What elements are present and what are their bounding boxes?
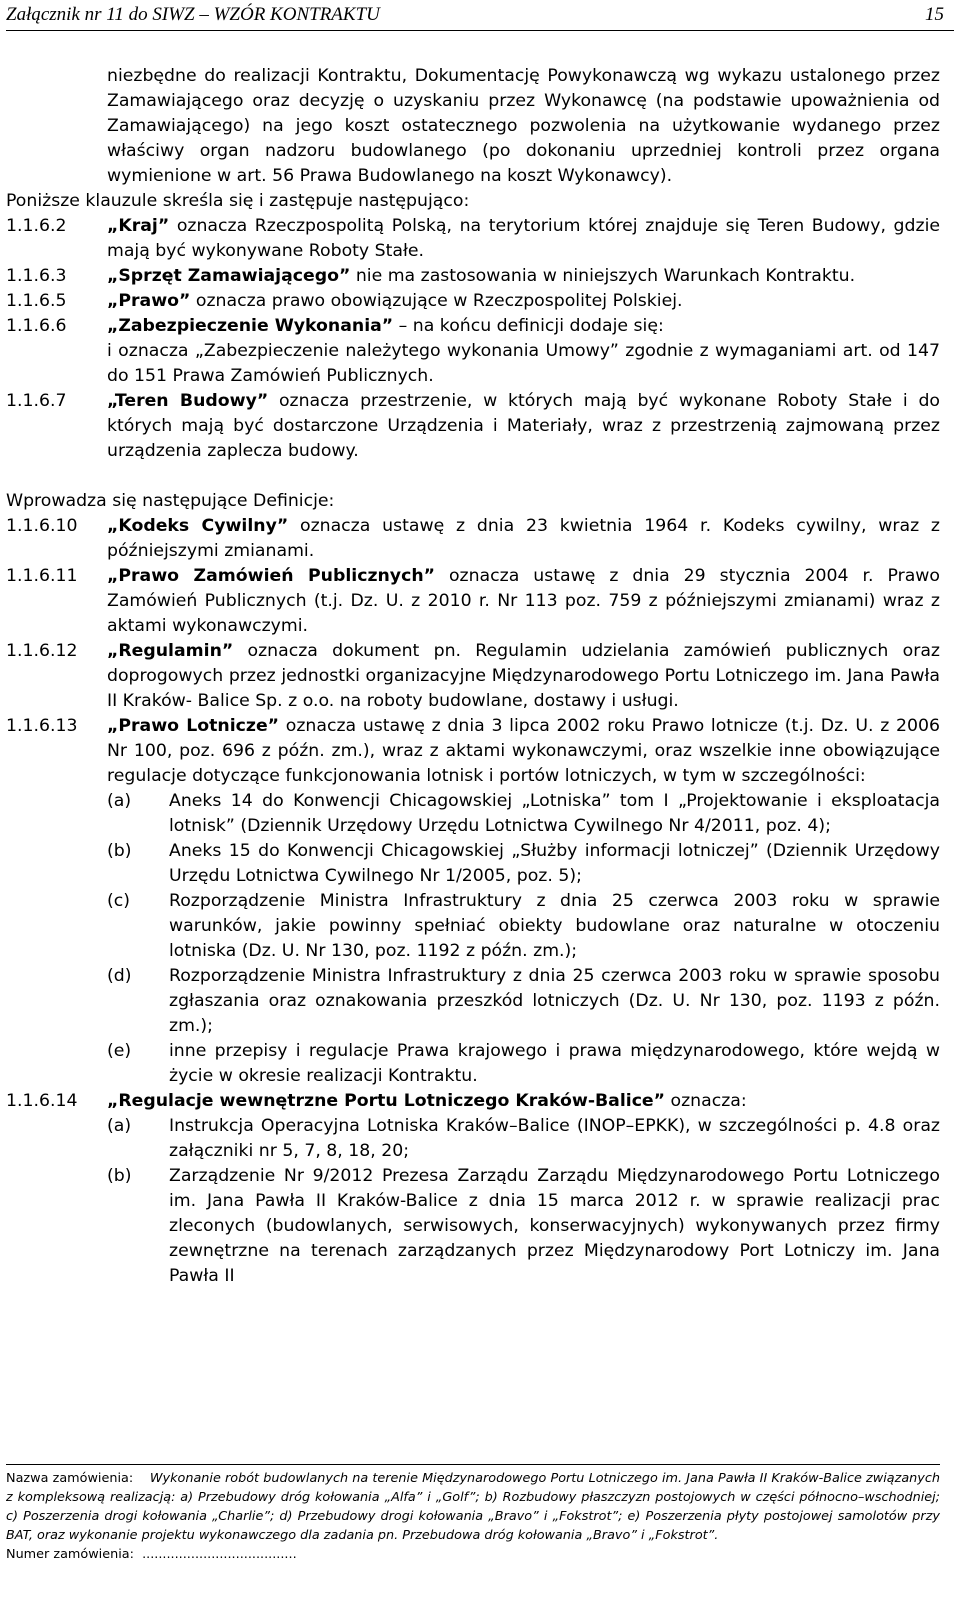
page-header bbox=[6, 0, 954, 31]
list-item-label: (d) bbox=[107, 966, 132, 986]
clause-term: „Prawo Zamówień Publicznych” bbox=[107, 566, 435, 586]
clause-term: „Regulacje wewnętrzne Portu Lotniczego Kraków-Balice” bbox=[107, 1091, 666, 1111]
clause-1-1-6-13 bbox=[6, 714, 940, 1089]
list-item-label: (b) bbox=[107, 1166, 132, 1186]
list-item-label: (a) bbox=[107, 1116, 132, 1136]
clause-text: oznacza ustawę z dnia 3 lipca 2002 roku Prawo lotnicze (t.j. Dz. U. z 2006 Nr 100, poz. 696 z późn. zm.), wraz z aktami wykonawczymi, oraz wszelkie inne obowiązujące regulacje dotyczące funkcjonowania lotnisk i portów lotniczych, w tym w szczególności: bbox=[107, 716, 940, 786]
list-item-text: Aneks 14 do Konwencji Chicagowskiej „Lotniska” tom I „Projektowanie i eksploatacja lotnisk” (Dziennik Urzędowy Urzędu Lotnictwa Cywilnego Nr 4/2011, poz. 4); bbox=[169, 791, 940, 836]
clause-1-1-6-10 bbox=[6, 514, 940, 564]
document-title: Załącznik nr 11 do SIWZ – WZÓR KONTRAKTU bbox=[6, 4, 380, 25]
clause-number: 1.1.6.12 bbox=[6, 641, 78, 661]
replace-heading: Poniższe klauzule skreśla się i zastępuje następująco: bbox=[6, 191, 470, 211]
order-name-label: Nazwa zamówienia: bbox=[6, 1471, 134, 1486]
list-item-label: (b) bbox=[107, 841, 132, 861]
clause-term: „Prawo” bbox=[107, 291, 191, 311]
clause-number: 1.1.6.5 bbox=[6, 291, 67, 311]
list-item bbox=[107, 789, 940, 839]
clause-term: „Prawo Lotnicze” bbox=[107, 716, 280, 736]
clause-number: 1.1.6.2 bbox=[6, 216, 67, 236]
order-number bbox=[6, 1545, 940, 1564]
list-item bbox=[107, 1114, 940, 1164]
page-footer bbox=[6, 1464, 940, 1564]
clause-1-1-6-12 bbox=[6, 639, 940, 714]
clause-extra-text: i oznacza „Zabezpieczenie należytego wykonania Umowy” zgodnie z wymaganiami art. od 147 do 151 Prawa Zamówień Publicznych. bbox=[107, 341, 940, 386]
list-item-label: (e) bbox=[107, 1041, 132, 1061]
list-item-text: Instrukcja Operacyjna Lotniska Kraków–Balice (INOP–EPKK), w szczególności p. 4.8 oraz załączniki nr 5, 7, 8, 18, 20; bbox=[169, 1116, 940, 1161]
clause-number: 1.1.6.6 bbox=[6, 316, 67, 336]
clause-text: oznacza dokument pn. Regulamin udzielania zamówień publicznych oraz doprogowych przez jednostki organizacyjne Międzynarodowego Portu Lotniczego im. Jana Pawła II Kraków- Balice Sp. z o.o. na roboty budowlane, dostawy i usługi. bbox=[107, 641, 940, 711]
list-item bbox=[107, 964, 940, 1039]
list-item-text: Zarządzenie Nr 9/2012 Prezesa Zarządu Zarządu Międzynarodowego Portu Lotniczego im. Jana Pawła II Kraków-Balice z dnia 15 marca 2012 r. w sprawie realizacji prac zleconych (budowlanych, serwisowych, konserwacyjnych) wykonywanych przez firmy zewnętrzne na terenach zarządzanych przez Międzynarodowy Port Lotniczy im. Jana Pawła II bbox=[169, 1166, 940, 1286]
clause-text: oznacza: bbox=[665, 1091, 747, 1111]
clause-1-1-6-14 bbox=[6, 1089, 940, 1289]
list-item-label: (a) bbox=[107, 791, 132, 811]
clause-1-1-6-3 bbox=[6, 264, 940, 289]
clause-number: 1.1.6.14 bbox=[6, 1091, 78, 1111]
clause-text: oznacza Rzeczpospolitą Polską, na terytorium której znajduje się Teren Budowy, gdzie mają być wykonywane Roboty Stałe. bbox=[107, 216, 940, 261]
intro-paragraph: niezbędne do realizacji Kontraktu, Dokumentację Powykonawczą wg wykazu ustalonego przez Zamawiającego oraz decyzję o uzyskaniu przez Wykonawcę (na podstawie upoważnienia od Zamawiającego) na jego koszt ostatecznego pozwolenia na użytkowanie wydanego przez właściwy organ nadzoru budowlanego (po dokonaniu uprzedniej kontroli przez organa wymienione w art. 56 Prawa Budowlanego na koszt Wykonawcy). bbox=[107, 66, 940, 186]
order-number-value: ...................................... bbox=[142, 1547, 297, 1562]
clause-term: „Sprzęt Zamawiającego” bbox=[107, 266, 351, 286]
order-name bbox=[6, 1469, 940, 1545]
clause-text: oznacza prawo obowiązujące w Rzeczpospolitej Polskiej. bbox=[190, 291, 683, 311]
clause-term: „Teren Budowy” bbox=[107, 391, 269, 411]
clause-text: nie ma zastosowania w niniejszych Warunkach Kontraktu. bbox=[350, 266, 856, 286]
list-item-text: inne przepisy i regulacje Prawa krajowego i prawa międzynarodowego, które wejdą w życie w okresie realizacji Kontraktu. bbox=[169, 1041, 940, 1086]
list-item-text: Aneks 15 do Konwencji Chicagowskiej „Służby informacji lotniczej” (Dziennik Urzędowy Urzędu Lotnictwa Cywilnego Nr 1/2005, poz. 5); bbox=[169, 841, 940, 886]
list-item-label: (c) bbox=[107, 891, 130, 911]
clause-number: 1.1.6.11 bbox=[6, 566, 78, 586]
clause-text: oznacza ustawę z dnia 23 kwietnia 1964 r. Kodeks cywilny, wraz z późniejszymi zmianami. bbox=[107, 516, 941, 561]
clause-1-1-6-2 bbox=[6, 214, 940, 264]
list-item-text: Rozporządzenie Ministra Infrastruktury z dnia 25 czerwca 2003 roku w sprawie sposobu zgłaszania oraz oznakowania przeszkód lotniczych (Dz. U. Nr 130, poz. 1193 z późn. zm.); bbox=[169, 966, 940, 1036]
clause-1-1-6-11 bbox=[6, 564, 940, 639]
clause-term: „Kraj” bbox=[107, 216, 170, 236]
clause-text: oznacza ustawę z dnia 29 stycznia 2004 r. Prawo Zamówień Publicznych (t.j. Dz. U. z 2010 r. Nr 113 poz. 759 z późniejszymi zmianami) wraz z aktami wykonawczymi. bbox=[107, 566, 940, 636]
clause-1-1-6-5 bbox=[6, 289, 940, 314]
clause-term: „Zabezpieczenie Wykonania” bbox=[107, 316, 394, 336]
clause-text: – na końcu definicji dodaje się: bbox=[393, 316, 664, 336]
clause-number: 1.1.6.7 bbox=[6, 391, 67, 411]
list-item bbox=[107, 1039, 940, 1089]
definitions-heading: Wprowadza się następujące Definicje: bbox=[6, 491, 335, 511]
document-body bbox=[6, 64, 940, 1289]
order-name-text: Wykonanie robót budowlanych na terenie Międzynarodowego Portu Lotniczego im. Jana Pawła II Kraków-Balice związanych z kompleksową realizacją: a) Przebudowy dróg kołowania „Alfa” i „Golf”; b) Rozbudowy płaszczyzn postojowych w części północno–wschodniej; c) Poszerzenia drogi kołowania „Charlie”; d) Przebudowy drogi kołowania „Bravo” i „Fokstrot”; e) Poszerzenia płyty postojowej samolotów przy BAT, oraz wykonanie projektu wykonawczego dla zadania pn. Przebudowa dróg kołowania „Bravo” i „Fokstrot”. bbox=[6, 1471, 941, 1543]
page-number: 15 bbox=[925, 4, 944, 25]
list-item bbox=[107, 889, 940, 964]
list-item bbox=[107, 1164, 940, 1289]
list-item-text: Rozporządzenie Ministra Infrastruktury z dnia 25 czerwca 2003 roku w sprawie warunków, jakie powinny spełniać obiekty budowlane oraz naturalne w otoczeniu lotniska (Dz. U. Nr 130, poz. 1192 z późn. zm.); bbox=[169, 891, 940, 961]
clause-term: „Kodeks Cywilny” bbox=[107, 516, 289, 536]
clause-term: „Regulamin” bbox=[107, 641, 234, 661]
order-number-label: Numer zamówienia: bbox=[6, 1547, 134, 1562]
clause-1-1-6-7 bbox=[6, 389, 940, 464]
clause-number: 1.1.6.10 bbox=[6, 516, 78, 536]
clause-1-1-6-6 bbox=[6, 314, 940, 389]
clause-number: 1.1.6.3 bbox=[6, 266, 67, 286]
list-item bbox=[107, 839, 940, 889]
clause-text: oznacza przestrzenie, w których mają być wykonane Roboty Stałe i do których mają być dostarczone Urządzenia i Materiały, wraz z przestrzenią zajmowaną przez urządzenia zaplecza budowy. bbox=[107, 391, 940, 461]
clause-number: 1.1.6.13 bbox=[6, 716, 78, 736]
